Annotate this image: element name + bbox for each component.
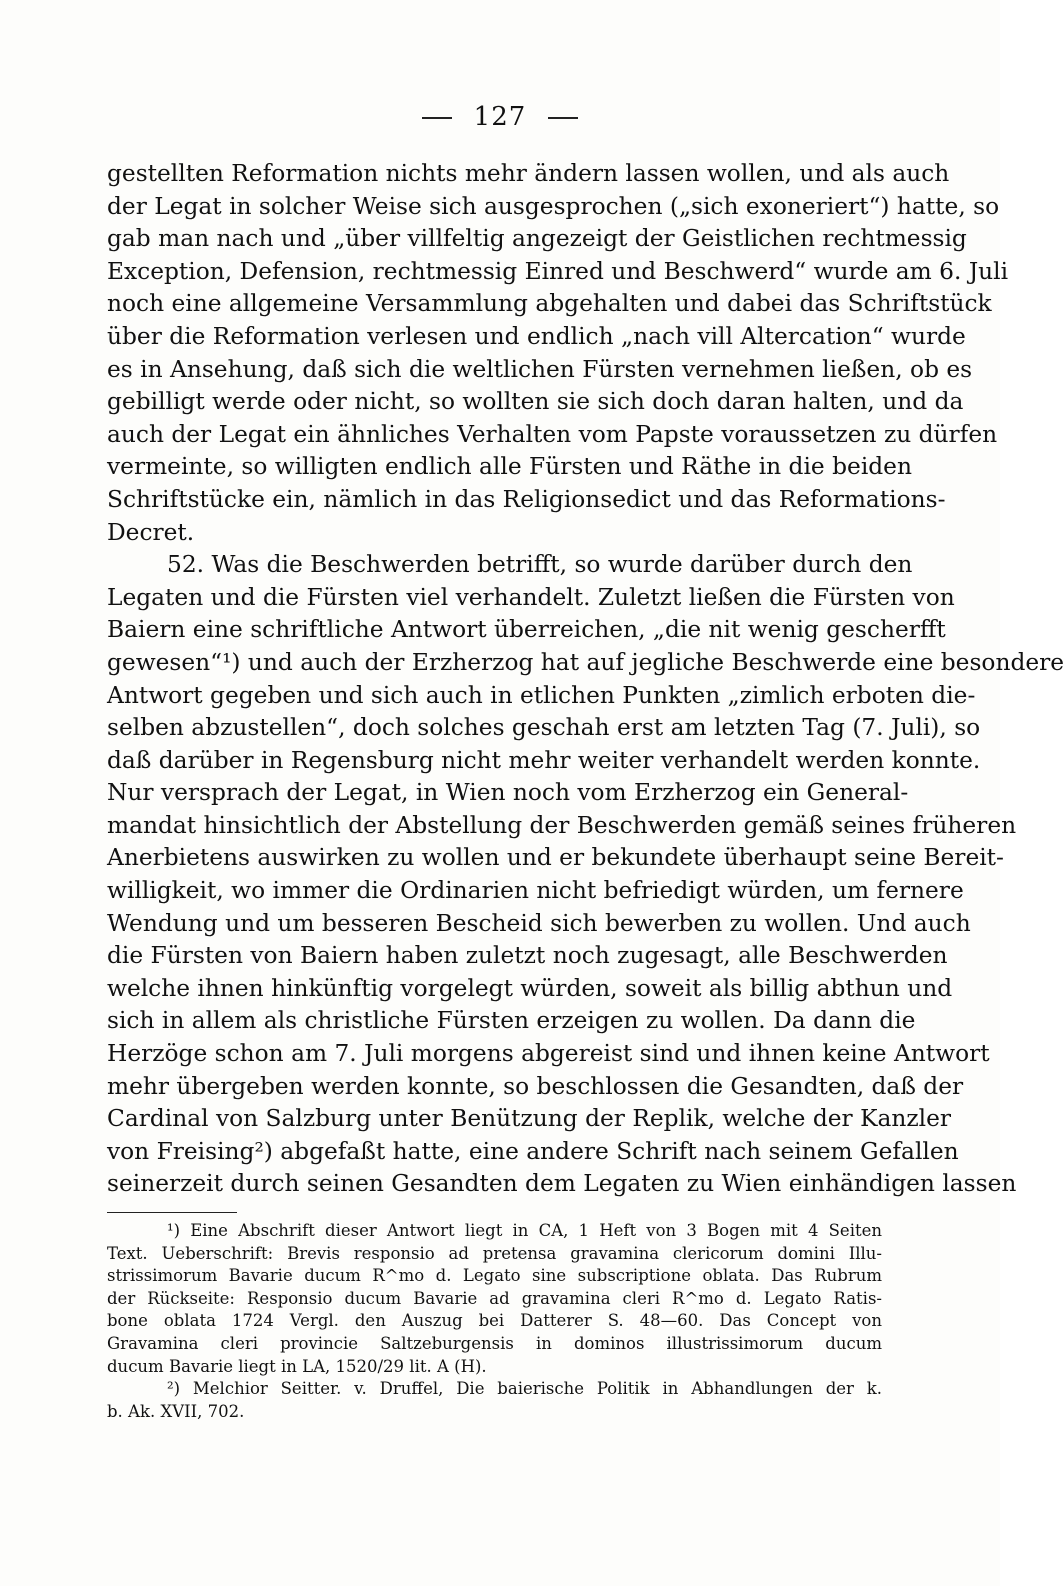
text-line: gab man nach und „über villfeltig angezeigt der Geistlichen rechtmessig — [107, 225, 967, 253]
text-line: sich in allem als christliche Fürsten erzeigen zu wollen. Da dann die — [107, 1007, 916, 1035]
text-line: mehr übergeben werden konnte, so beschlossen die Gesandten, daß der — [107, 1072, 964, 1100]
text-line: Wendung und um besseren Bescheid sich bewerben zu wollen. Und auch — [107, 909, 971, 937]
text-line: Exception, Defension, rechtmessig Einred und Beschwerd“ wurde am 6. Juli — [107, 257, 1009, 285]
text-line: vermeinte, so willigten endlich alle Fürsten und Räthe in die beiden — [107, 453, 912, 481]
footnote-line: strissimorum Bavarie ducum R^mo d. Legato sine subscriptione oblata. Das Rubrum — [107, 1266, 882, 1286]
footnote-1-start: ¹) Eine Abschrift dieser Antwort liegt in CA, 1 Heft von 3 Bogen mit 4 Seiten — [167, 1221, 882, 1240]
page-header — [0, 102, 1000, 132]
footnote-line: ducum Bavarie liegt in LA, 1520/29 lit. A (H). — [107, 1356, 487, 1376]
footnote-line: b. Ak. XVII, 702. — [107, 1401, 245, 1421]
text-line: Nur versprach der Legat, in Wien noch vom Erzherzog ein General- — [107, 779, 909, 807]
text-line: gebilligt werde oder nicht, so wollten sie sich doch daran halten, und da — [107, 388, 964, 416]
text-line: von Freising²) abgefaßt hatte, eine andere Schrift nach seinem Gefallen — [107, 1137, 959, 1165]
text-line: selben abzustellen“, doch solches geschah erst am letzten Tag (7. Juli), so — [107, 714, 981, 742]
text-line: der Legat in solcher Weise sich ausgesprochen („sich exoneriert“) hatte, so — [107, 192, 1000, 220]
text-line: Decret. — [107, 518, 195, 546]
text-line: Baiern eine schriftliche Antwort überreichen, „die nit wenig gescherfft — [107, 616, 946, 644]
text-line: welche ihnen hinkünftig vorgelegt würden, soweit als billig abthun und — [107, 974, 953, 1002]
text-line: über die Reformation verlesen und endlich „nach vill Altercation“ wurde — [107, 322, 966, 350]
footnote-line: bone oblata 1724 Vergl. den Auszug bei Datterer S. 48—60. Das Concept von — [107, 1311, 882, 1331]
text-line: Schriftstücke ein, nämlich in das Religionsedict und das Reformations- — [107, 485, 946, 513]
text-line: gewesen“¹) und auch der Erzherzog hat auf jegliche Beschwerde eine besondere — [107, 648, 1064, 676]
header-left-dash — [422, 117, 452, 119]
text-line: Herzöge schon am 7. Juli morgens abgereist sind und ihnen keine Antwort — [107, 1040, 990, 1068]
text-line: Anerbietens auswirken zu wollen und er bekundete überhaupt seine Bereit- — [107, 844, 1004, 872]
paragraph-52-start: 52. Was die Beschwerden betrifft, so wurde darüber durch den — [167, 551, 913, 579]
footnote-line: Text. Ueberschrift: Brevis responsio ad pretensa gravamina clericorum domini Illu- — [107, 1243, 882, 1263]
footnotes — [107, 1220, 882, 1423]
text-line: Legaten und die Fürsten viel verhandelt. Zuletzt ließen die Fürsten von — [107, 583, 955, 611]
footnote-separator — [107, 1212, 237, 1213]
text-line: es in Ansehung, daß sich die weltlichen Fürsten vernehmen ließen, ob es — [107, 355, 973, 383]
page-number: 127 — [473, 102, 527, 132]
text-line: gestellten Reformation nichts mehr ändern lassen wollen, und als auch — [107, 160, 950, 187]
text-line: willigkeit, wo immer die Ordinarien nicht befriedigt würden, um fernere — [107, 877, 964, 905]
footnote-line: der Rückseite: Responsio ducum Bavarie ad gravamina cleri R^mo d. Legato Ratis- — [107, 1288, 882, 1308]
text-line: seinerzeit durch seinen Gesandten dem Legaten zu Wien einhändigen lassen — [107, 1170, 1017, 1198]
text-line: noch eine allgemeine Versammlung abgehalten und dabei das Schriftstück — [107, 290, 992, 318]
text-line: Cardinal von Salzburg unter Benützung der Replik, welche der Kanzler — [107, 1105, 952, 1133]
text-line: die Fürsten von Baiern haben zuletzt noch zugesagt, alle Beschwerden — [107, 942, 948, 970]
text-line: Antwort gegeben und sich auch in etlichen Punkten „zimlich erboten die- — [107, 681, 976, 709]
text-line: auch der Legat ein ähnliches Verhalten vom Papste voraussetzen zu dürfen — [107, 420, 998, 448]
footnote-line: Gravamina cleri provincie Saltzeburgensis in dominos illustrissimorum ducum — [107, 1333, 882, 1353]
header-right-dash — [548, 117, 578, 119]
footnote-2-start: ²) Melchior Seitter. v. Druffel, Die baierische Politik in Abhandlungen der k. — [167, 1379, 882, 1399]
text-line: daß darüber in Regensburg nicht mehr weiter verhandelt werden konnte. — [107, 746, 981, 774]
main-text — [107, 158, 1064, 1201]
text-line: mandat hinsichtlich der Abstellung der Beschwerden gemäß seines früheren — [107, 811, 1017, 839]
